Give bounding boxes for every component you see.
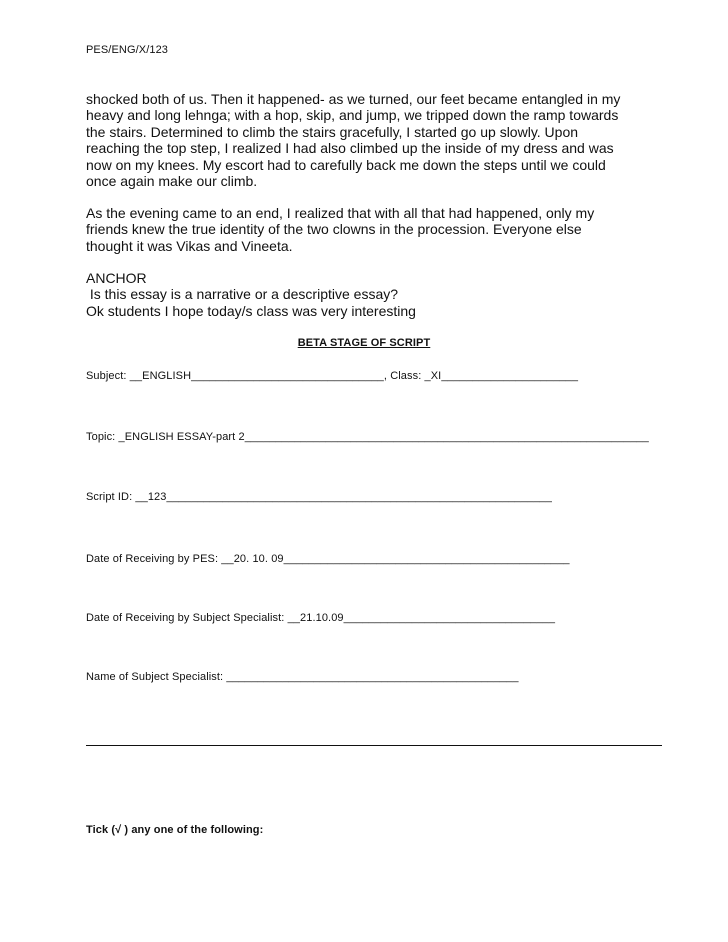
essay-line: once again make our climb. bbox=[86, 173, 258, 190]
anchor-line: Is this essay is a narrative or a descriptive essay? bbox=[86, 286, 399, 303]
date-receiving-pes-field: Date of Receiving by PES: __20. 10. 09______________________________________________ bbox=[86, 553, 570, 565]
subject-class-field: Subject: __ENGLISH_______________________________, Class: _XI______________________ bbox=[86, 370, 579, 382]
essay-line: reaching the top step, I realized I had also climbed up the inside of my dress and was bbox=[86, 140, 614, 157]
tick-instruction: Tick (√ ) any one of the following: bbox=[86, 824, 264, 836]
essay-line: now on my knees. My escort had to carefully back me down the steps until we could bbox=[86, 156, 606, 173]
form-title-text: BETA STAGE OF SCRIPT bbox=[297, 337, 431, 349]
essay-paragraph-1 bbox=[86, 91, 686, 189]
script-id-field: Script ID: __123______________________________________________________________ bbox=[86, 491, 552, 503]
subject-specialist-name-field: Name of Subject Specialist: _______________________________________________ bbox=[86, 671, 519, 683]
essay-line: shocked both of us. Then it happened- as we turned, our feet became entangled in my bbox=[86, 91, 621, 107]
divider-line bbox=[86, 745, 662, 746]
document-code: PES/ENG/X/123 bbox=[86, 44, 169, 56]
essay-line: heavy and long lehnga; with a hop, skip, and jump, we tripped down the ramp towards bbox=[86, 107, 619, 124]
form-title bbox=[0, 337, 728, 349]
essay-line: friends knew the true identity of the two clowns in the procession. Everyone else bbox=[86, 221, 582, 238]
anchor-heading: ANCHOR bbox=[86, 270, 147, 286]
essay-line: the stairs. Determined to climb the stairs gracefully, I started go up slowly. Upon bbox=[86, 123, 579, 140]
date-receiving-specialist-field: Date of Receiving by Subject Specialist: __21.10.09__________________________________ bbox=[86, 612, 556, 624]
anchor-line: Ok students I hope today/s class was very interesting bbox=[86, 302, 416, 319]
essay-line: As the evening came to an end, I realized that with all that had happened, only my bbox=[86, 205, 595, 221]
anchor-section bbox=[86, 270, 686, 319]
essay-line: thought it was Vikas and Vineeta. bbox=[86, 237, 293, 254]
topic-field: Topic: _ENGLISH ESSAY-part 2_________________________________________________________________ bbox=[86, 431, 649, 443]
essay-paragraph-2 bbox=[86, 205, 686, 254]
